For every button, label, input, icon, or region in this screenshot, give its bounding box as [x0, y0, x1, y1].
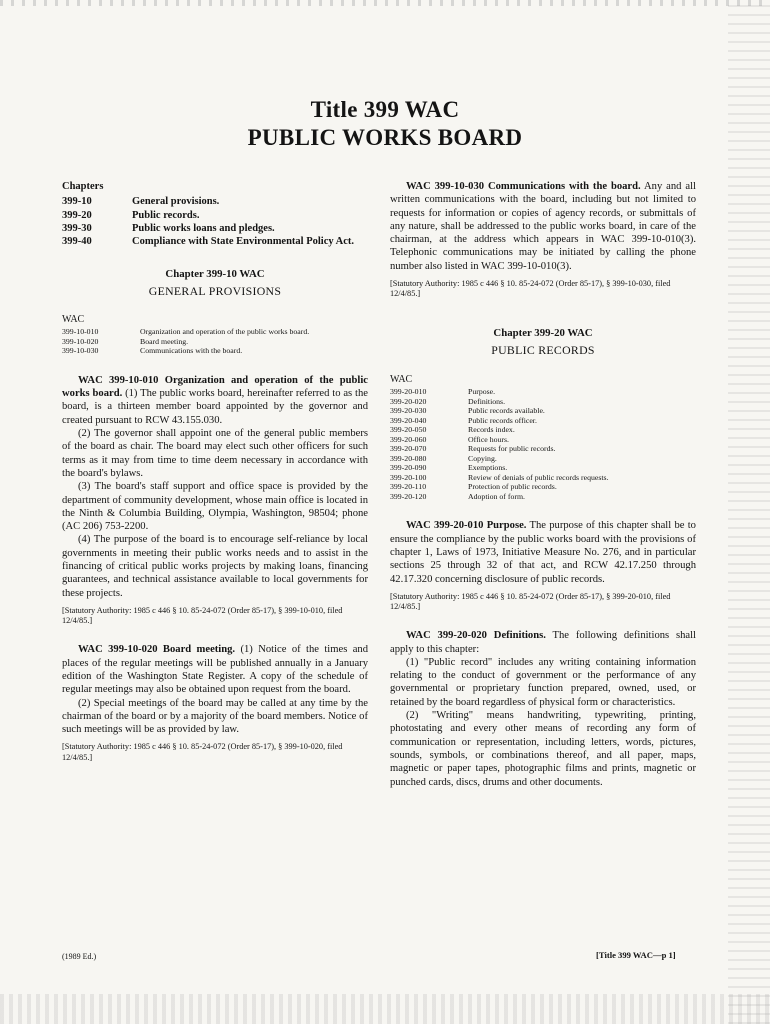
chapter-title: Public records.	[132, 209, 200, 221]
title-line-2: PUBLIC WORKS BOARD	[247, 125, 523, 150]
section-399-20-020	[390, 629, 696, 789]
toc-row	[390, 444, 696, 454]
chapter-10-heading	[62, 268, 368, 298]
section-399-10-030	[390, 180, 696, 299]
toc-section-title: Review of denials of public records requests.	[468, 472, 609, 482]
scan-edge-bottom	[0, 994, 770, 1024]
toc-section-title: Protection of public records.	[468, 482, 557, 492]
toc-row	[390, 492, 696, 502]
section-paragraph	[62, 643, 368, 696]
toc-row	[390, 406, 696, 416]
footer-page-number: [Title 399 WAC—p 1]	[596, 950, 676, 960]
chapter-row	[62, 222, 368, 235]
chapter-row	[62, 195, 368, 208]
section-text: (1) The public works board, hereinafter referred to as the board, is a thirteen member board appointed by the governor and created pursuant to RCW 43.155.030.	[62, 388, 368, 426]
toc-section-number: 399-20-060	[390, 434, 427, 444]
toc-row	[62, 337, 368, 347]
toc-row	[390, 425, 696, 435]
section-paragraph	[62, 374, 368, 427]
toc-section-number: 399-20-010	[390, 387, 427, 397]
section-heading: WAC 399-20-010 Purpose.	[406, 520, 527, 532]
toc-section-number: 399-10-030	[62, 346, 99, 356]
section-paragraph	[390, 180, 696, 273]
section-paragraph	[390, 629, 696, 656]
section-heading: WAC 399-20-020 Definitions.	[406, 630, 546, 642]
section-heading: WAC 399-10-030 Communications with the board.	[406, 181, 641, 192]
chapter-number: 399-10	[62, 196, 92, 208]
chapter-10-toc	[62, 313, 368, 356]
chapter-row	[62, 209, 368, 222]
section-text: (1) Notice of the times and places of the regular meetings will be published annually in a January edition of the Washington State Register. A copy of the schedule of regular meetings may also be obtained upon request from the board.	[62, 644, 368, 696]
chapter-number: 399-40	[62, 236, 92, 248]
chapters-heading: Chapters	[62, 181, 104, 192]
toc-section-title: Adoption of form.	[468, 491, 525, 501]
section-399-20-010	[390, 519, 696, 612]
toc-section-title: Requests for public records.	[468, 444, 556, 454]
chapter-20-name: PUBLIC RECORDS	[491, 342, 595, 357]
chapter-10-name: GENERAL PROVISIONS	[148, 283, 282, 298]
section-paragraph: (2) "Writing" means handwriting, typewriting, printing, photostating and every other means of recording any form of communication or representation, including letters, words, pictures, sounds, symbols, or combinations thereof, and all paper, maps, magnetic or paper tapes, photographic films and prints, magnetic or punched cards, discs, drums and other documents.	[390, 710, 696, 788]
chapter-title: Public works loans and pledges.	[132, 222, 275, 234]
toc-heading: WAC	[62, 314, 85, 326]
chapter-20-toc	[390, 373, 696, 501]
toc-section-number: 399-20-080	[390, 453, 427, 463]
section-text: The purpose of this chapter shall be to ensure the compliance by the public works board with the provisions of chapter 1, Laws of 1973, Initiative Measure No. 276, and in particular sections 25 through 32 of that act, and RCW 42.17.250 through 42.17.320 concerning disclosure of public records.	[390, 520, 696, 585]
toc-section-number: 399-20-120	[390, 491, 427, 501]
toc-section-title: Purpose.	[468, 387, 496, 397]
scan-edge-right	[728, 0, 770, 1024]
section-399-10-020	[62, 643, 368, 762]
toc-section-title: Copying.	[468, 453, 497, 463]
section-399-10-010	[62, 374, 368, 626]
section-text: Any and all written communications with the board, including but not limited to requests for information or copies of agency records, or submittals of any nature, shall be addressed to the public works board, in care of the chairman, at the address which appears in WAC 399-10-010(3). Telephonic communications may be initiated by calling the phone number also listed in WAC 399-10-010(3).	[390, 181, 696, 272]
toc-section-number: 399-20-050	[390, 425, 427, 435]
chapter-row	[62, 235, 368, 248]
toc-row	[390, 463, 696, 473]
toc-section-title: Public records available.	[468, 406, 545, 416]
toc-section-title: Exemptions.	[468, 463, 508, 473]
toc-row	[390, 435, 696, 445]
title-line-1: Title 399 WAC	[310, 97, 460, 122]
toc-section-title: Public records officer.	[468, 415, 537, 425]
section-paragraph: (3) The board's staff support and office space is provided by the department of community development, whose main office is located in the Ninth & Columbia Building, Olympia, Washington, 98504; phone (AC 206) 753-2200.	[62, 481, 368, 533]
chapter-20-label: Chapter 399-20 WAC	[493, 327, 593, 340]
toc-section-title: Records index.	[468, 425, 515, 435]
footer-edition: (1989 Ed.)	[62, 952, 97, 961]
chapter-title: General provisions.	[132, 196, 220, 208]
page-title	[0, 96, 770, 152]
toc-section-number: 399-20-110	[390, 482, 427, 492]
toc-section-number: 399-20-090	[390, 463, 427, 473]
toc-section-title: Definitions.	[468, 396, 506, 406]
scan-edge-top	[0, 0, 770, 6]
statutory-authority: [Statutory Authority: 1985 c 446 § 10. 85-24-072 (Order 85-17), § 399-10-010, filed 12/4/85.]	[62, 605, 343, 626]
toc-row	[390, 482, 696, 492]
right-column	[390, 180, 696, 789]
chapter-number: 399-30	[62, 222, 92, 234]
toc-section-number: 399-20-030	[390, 406, 427, 416]
toc-section-number: 399-20-020	[390, 396, 427, 406]
section-paragraph: (1) "Public record" includes any writing containing information relating to the conduct of government or the performance of any governmental or proprietary function prepared, owned, used, or retained by the board regardless of physical form or characteristics.	[390, 656, 696, 708]
chapter-10-label: Chapter 399-10 WAC	[165, 268, 265, 281]
chapter-number: 399-20	[62, 209, 92, 221]
section-paragraph: (4) The purpose of the board is to encourage self-reliance by local governments in meeting their public works needs and to assist in the financing of critical public works projects by making loans, financing guarantees, and technical assistance available to local governments for these projects.	[62, 534, 368, 599]
section-heading: WAC 399-10-020 Board meeting.	[78, 644, 236, 656]
section-paragraph: (2) The governor shall appoint one of the general public members of the board as chair. The board may elect such other officers for such terms as it may from time to time deem necessary in accordance with the board's bylaws.	[62, 428, 368, 479]
section-heading: WAC 399-10-010 Organization and operation of the public works board.	[62, 374, 368, 400]
toc-section-number: 399-20-100	[390, 472, 427, 482]
toc-row	[62, 327, 368, 337]
toc-row	[62, 346, 368, 356]
toc-heading: WAC	[390, 374, 413, 386]
toc-section-title: Office hours.	[468, 434, 509, 444]
section-paragraph	[390, 519, 696, 585]
chapter-title: Compliance with State Environmental Policy Act.	[132, 236, 355, 248]
toc-row	[390, 454, 696, 464]
section-paragraph: (2) Special meetings of the board may be called at any time by the chairman of the board or by a majority of the board members. Notice of such meetings will be as provided by law.	[62, 697, 368, 736]
toc-section-number: 399-10-010	[62, 327, 99, 337]
toc-section-title: Organization and operation of the public works board.	[140, 327, 310, 337]
statutory-authority: [Statutory Authority: 1985 c 446 § 10. 85-24-072 (Order 85-17), § 399-10-030, filed 12/4/85.]	[390, 279, 671, 299]
statutory-authority: [Statutory Authority: 1985 c 446 § 10. 85-24-072 (Order 85-17), § 399-20-010, filed 12/4/85.]	[390, 591, 671, 612]
toc-section-number: 399-20-070	[390, 444, 427, 454]
statutory-authority: [Statutory Authority: 1985 c 446 § 10. 85-24-072 (Order 85-17), § 399-10-020, filed 12/4/85.]	[62, 742, 343, 762]
section-text: The following definitions shall apply to this chapter:	[390, 630, 696, 655]
toc-section-number: 399-10-020	[62, 336, 99, 346]
toc-row	[390, 397, 696, 407]
toc-row	[390, 387, 696, 397]
toc-row	[390, 416, 696, 426]
chapter-20-heading	[390, 327, 696, 357]
toc-section-title: Communications with the board.	[140, 346, 243, 356]
toc-section-title: Board meeting.	[140, 336, 189, 346]
left-column	[62, 180, 368, 763]
toc-row	[390, 473, 696, 483]
toc-section-number: 399-20-040	[390, 415, 427, 425]
